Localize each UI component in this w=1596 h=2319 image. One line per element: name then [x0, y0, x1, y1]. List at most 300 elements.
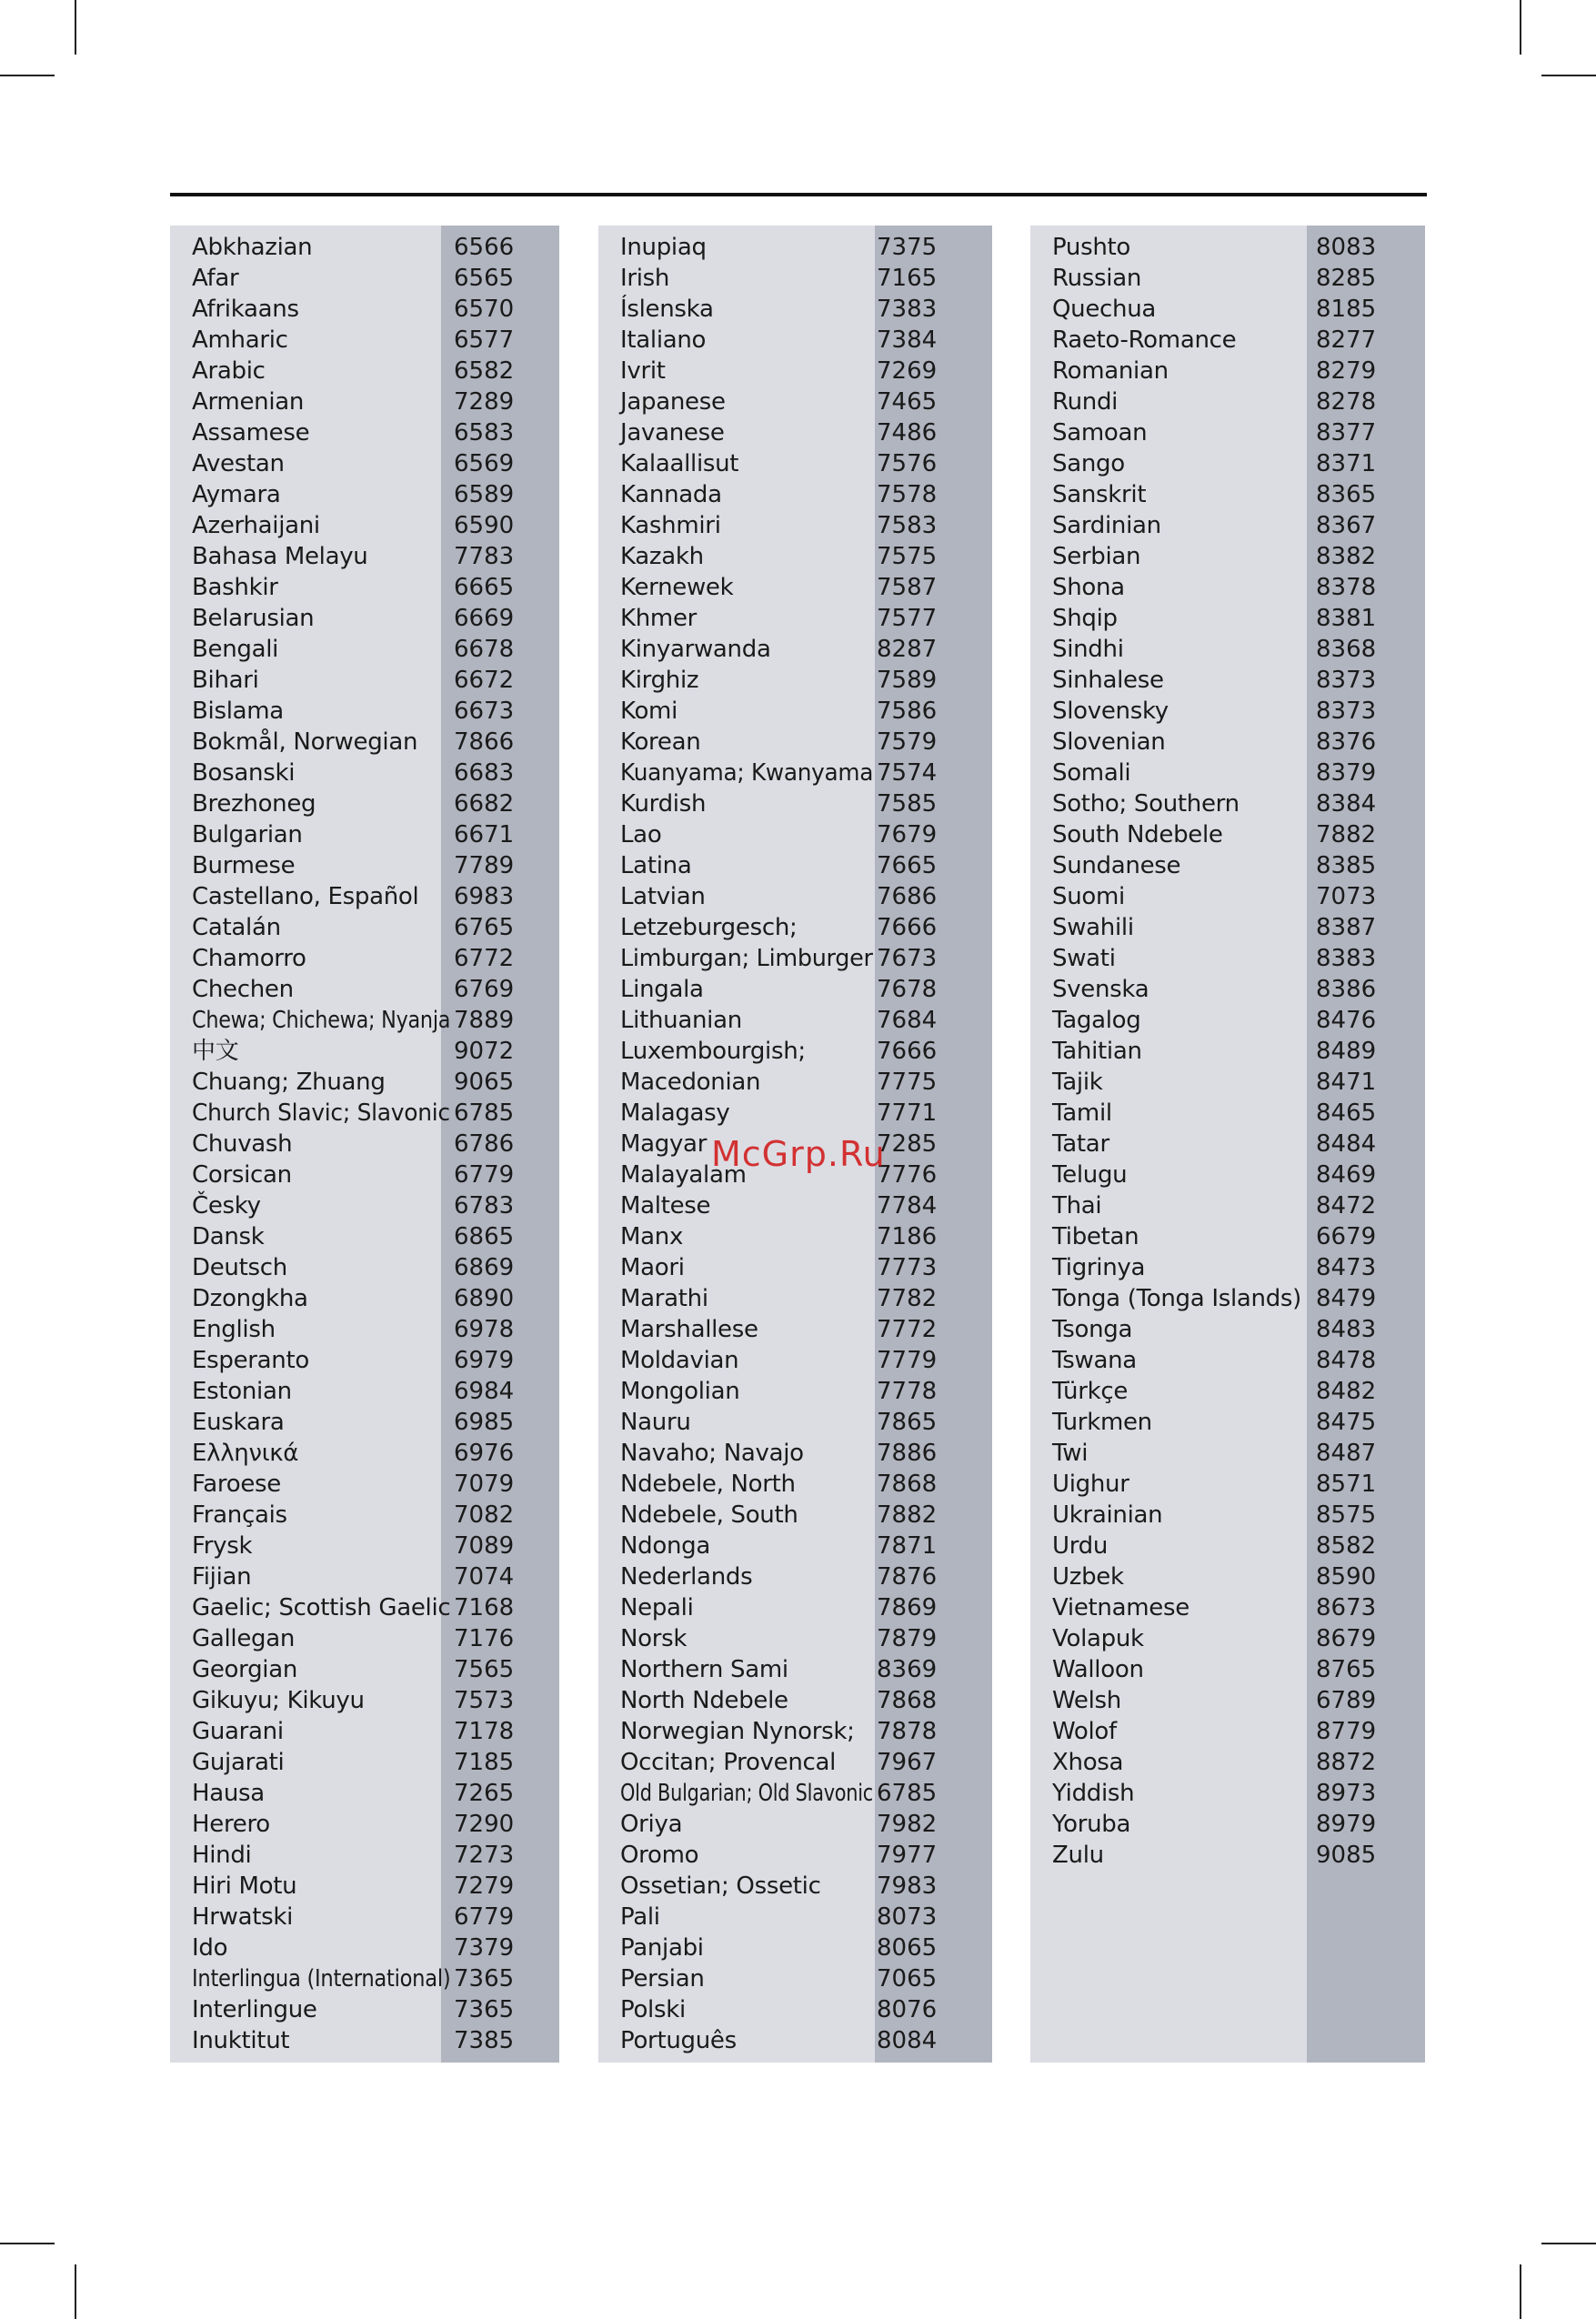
language-row [170, 1067, 559, 1098]
language-row [1030, 727, 1425, 758]
language-row [598, 1283, 992, 1314]
language-code: 6779 [454, 1903, 515, 1931]
language-name: Korean [620, 728, 701, 756]
language-name: Malayalam [620, 1161, 747, 1189]
language-code: 6786 [454, 1130, 515, 1158]
language-code: 8279 [1316, 357, 1377, 385]
language-name: Japanese [620, 388, 726, 416]
language-name: Yiddish [1052, 1780, 1135, 1807]
language-row [1030, 1778, 1425, 1809]
language-name: Guarani [192, 1718, 284, 1745]
language-name: Frysk [192, 1532, 253, 1560]
language-name: Marshallese [620, 1316, 758, 1343]
language-code: 6682 [454, 790, 515, 818]
language-row [170, 727, 559, 758]
language-row [598, 572, 992, 603]
language-code: 7784 [877, 1192, 938, 1220]
language-row [170, 1623, 559, 1654]
language-code: 7666 [877, 1038, 938, 1065]
language-row [598, 1871, 992, 1902]
language-row [598, 1036, 992, 1067]
language-name: Javanese [620, 419, 725, 447]
language-name: Gallegan [192, 1625, 296, 1652]
crop-mark [1541, 2243, 1596, 2244]
language-row [170, 479, 559, 510]
language-code: 6665 [454, 574, 515, 601]
language-code: 8378 [1316, 574, 1377, 601]
language-name: Português [620, 2027, 737, 2054]
language-name: Mongolian [620, 1378, 740, 1405]
language-name: Georgian [192, 1656, 298, 1683]
language-code: 7779 [877, 1347, 938, 1374]
language-row [1030, 665, 1425, 696]
language-code: 8765 [1316, 1656, 1377, 1683]
language-name: Dzongkha [192, 1285, 308, 1312]
language-row [598, 1190, 992, 1221]
language-code: 8365 [1316, 481, 1377, 508]
language-code: 8377 [1316, 419, 1377, 447]
language-code: 7176 [454, 1625, 515, 1652]
language-code: 7775 [877, 1069, 938, 1096]
language-code: 7866 [454, 728, 515, 756]
language-code: 6779 [454, 1161, 515, 1189]
language-row [598, 1623, 992, 1654]
language-name: Volapuk [1052, 1625, 1144, 1652]
language-name: Nauru [620, 1409, 691, 1436]
language-name: Norwegian Nynorsk; [620, 1718, 855, 1745]
language-name: Magyar [620, 1130, 708, 1158]
language-row [1030, 1592, 1425, 1623]
language-name: Bislama [192, 698, 284, 725]
language-row [598, 417, 992, 448]
language-row [170, 758, 559, 788]
language-row [598, 325, 992, 356]
language-row [598, 1840, 992, 1871]
language-code: 8484 [1316, 1130, 1377, 1158]
language-row [1030, 1160, 1425, 1190]
language-name: Wolof [1052, 1718, 1117, 1745]
language-name: Sinhalese [1052, 667, 1164, 694]
language-code: 8478 [1316, 1347, 1377, 1374]
language-name: Pali [620, 1903, 660, 1931]
language-code: 8376 [1316, 728, 1377, 756]
language-code: 6683 [454, 759, 515, 787]
language-code: 9085 [1316, 1842, 1377, 1869]
language-row [170, 325, 559, 356]
language-code: 7574 [877, 759, 938, 787]
language-row [598, 727, 992, 758]
language-code: 7865 [877, 1409, 938, 1436]
language-code: 7868 [877, 1471, 938, 1498]
language-row [170, 510, 559, 541]
language-name: Ndebele, North [620, 1471, 796, 1498]
language-name: Chamorro [192, 945, 306, 972]
language-row [598, 294, 992, 325]
language-code: 7977 [877, 1842, 938, 1869]
language-name: Français [192, 1501, 287, 1529]
language-code: 8383 [1316, 945, 1377, 972]
language-name: Kuanyama; Kwanyama [620, 759, 874, 787]
language-code: 8469 [1316, 1161, 1377, 1189]
language-code: 7290 [454, 1811, 515, 1838]
language-row [170, 448, 559, 479]
language-row [1030, 1376, 1425, 1407]
language-row [598, 974, 992, 1005]
language-code: 8084 [877, 2027, 938, 2054]
crop-mark [75, 2264, 76, 2319]
language-name: Inuktitut [192, 2027, 290, 2054]
language-row [1030, 541, 1425, 572]
language-code: 7967 [877, 1749, 938, 1776]
language-name: Italiano [620, 326, 707, 354]
language-name: Irish [620, 265, 670, 292]
language-code: 8285 [1316, 265, 1377, 292]
language-name: Northern Sami [620, 1656, 788, 1683]
language-name: Svenska [1052, 976, 1149, 1003]
language-name: Hausa [192, 1780, 265, 1807]
language-name: Oriya [620, 1811, 683, 1838]
language-name: Bulgarian [192, 821, 303, 848]
language-code: 6983 [454, 883, 515, 910]
language-code: 7285 [877, 1130, 938, 1158]
language-code: 7079 [454, 1471, 515, 1498]
language-code: 8590 [1316, 1563, 1377, 1591]
language-name: Tagalog [1052, 1007, 1141, 1034]
language-row [598, 1221, 992, 1252]
language-row [1030, 1407, 1425, 1438]
language-code: 6769 [454, 976, 515, 1003]
language-name: Luxembourgish; [620, 1038, 806, 1065]
language-code: 8489 [1316, 1038, 1377, 1065]
language-row [170, 1902, 559, 1932]
language-row [170, 819, 559, 850]
language-code: 7168 [454, 1594, 515, 1621]
language-code: 6583 [454, 419, 515, 447]
language-row [598, 1407, 992, 1438]
language-name: Chewa; Chichewa; Nyanja [192, 1007, 451, 1034]
language-code: 7289 [454, 388, 515, 416]
language-row [598, 1314, 992, 1345]
language-name: Hindi [192, 1842, 252, 1869]
language-code: 8073 [877, 1903, 938, 1931]
language-code: 8483 [1316, 1316, 1377, 1343]
language-name: Slovensky [1052, 698, 1169, 725]
language-row [1030, 912, 1425, 943]
language-code: 6672 [454, 667, 515, 694]
language-code: 6569 [454, 450, 515, 477]
crop-mark [0, 75, 55, 76]
language-code: 8679 [1316, 1625, 1377, 1652]
language-code: 7871 [877, 1532, 938, 1560]
language-row [598, 2025, 992, 2056]
language-code: 7265 [454, 1780, 515, 1807]
language-row [1030, 1345, 1425, 1376]
language-name: Yoruba [1052, 1811, 1131, 1838]
language-name: Abkhazian [192, 234, 313, 261]
language-row [1030, 479, 1425, 510]
language-code: 6865 [454, 1223, 515, 1250]
language-code: 7772 [877, 1316, 938, 1343]
language-code: 6577 [454, 326, 515, 354]
language-code: 7383 [877, 296, 938, 323]
language-row [1030, 1005, 1425, 1036]
language-row [598, 1716, 992, 1747]
language-row [170, 1531, 559, 1561]
language-row [1030, 1221, 1425, 1252]
language-code: 8076 [877, 1996, 938, 2023]
language-code: 7089 [454, 1532, 515, 1560]
language-row [1030, 1469, 1425, 1500]
language-name: Gikuyu; Kikuyu [192, 1687, 365, 1714]
language-name: Nepali [620, 1594, 694, 1621]
language-name: Uighur [1052, 1471, 1129, 1498]
language-code: 8487 [1316, 1440, 1377, 1467]
language-row [598, 1592, 992, 1623]
language-name: Tajik [1052, 1069, 1103, 1096]
crop-mark [75, 0, 76, 55]
language-code: 6582 [454, 357, 515, 385]
language-row [170, 263, 559, 294]
language-row [1030, 943, 1425, 974]
language-code: 7789 [454, 852, 515, 879]
language-name: Tonga (Tonga Islands) [1052, 1285, 1301, 1312]
language-row [598, 819, 992, 850]
language-row [170, 1871, 559, 1902]
language-code: 8371 [1316, 450, 1377, 477]
language-code: 8471 [1316, 1069, 1377, 1096]
language-code: 8465 [1316, 1099, 1377, 1127]
language-code: 8185 [1316, 296, 1377, 323]
language-code: 7269 [877, 357, 938, 385]
language-row [170, 1654, 559, 1685]
language-name: Zulu [1052, 1842, 1104, 1869]
language-name: Turkmen [1052, 1409, 1152, 1436]
language-name: Kernewek [620, 574, 734, 601]
language-row [598, 1685, 992, 1716]
language-code: 7186 [877, 1223, 938, 1250]
language-row [170, 1376, 559, 1407]
language-row [598, 881, 992, 912]
language-code: 7578 [877, 481, 938, 508]
language-name: Sardinian [1052, 512, 1161, 539]
language-row [1030, 850, 1425, 881]
language-row [170, 1963, 559, 1994]
language-code: 7185 [454, 1749, 515, 1776]
language-name: Latina [620, 852, 692, 879]
language-code: 8779 [1316, 1718, 1377, 1745]
language-row [1030, 448, 1425, 479]
language-code: 6570 [454, 296, 515, 323]
language-row [1030, 356, 1425, 386]
language-row [170, 1840, 559, 1871]
language-code: 6565 [454, 265, 515, 292]
language-row [170, 1190, 559, 1221]
language-name: Burmese [192, 852, 296, 879]
language-name: Arabic [192, 357, 266, 385]
language-code: 6869 [454, 1254, 515, 1281]
language-code: 8373 [1316, 698, 1377, 725]
language-row [598, 510, 992, 541]
language-name: Castellano, Español [192, 883, 419, 910]
language-row [170, 1036, 559, 1067]
language-code: 7869 [877, 1594, 938, 1621]
language-row [170, 603, 559, 634]
crop-mark [0, 2243, 55, 2244]
language-row [598, 1469, 992, 1500]
language-name: Chechen [192, 976, 294, 1003]
language-row [1030, 1067, 1425, 1098]
language-code: 7165 [877, 265, 938, 292]
language-row [1030, 232, 1425, 263]
language-code: 7783 [454, 543, 515, 570]
language-code: 7882 [1316, 821, 1377, 848]
language-code: 6976 [454, 1440, 515, 1467]
language-name: Kazakh [620, 543, 704, 570]
language-code: 7375 [877, 234, 938, 261]
language-name: Maori [620, 1254, 685, 1281]
language-row [1030, 1190, 1425, 1221]
language-code: 7073 [1316, 883, 1377, 910]
language-code: 6783 [454, 1192, 515, 1220]
language-row [598, 1561, 992, 1592]
language-row [1030, 417, 1425, 448]
language-name: Telugu [1052, 1161, 1128, 1189]
language-row [170, 1469, 559, 1500]
language-code: 6785 [877, 1780, 938, 1807]
language-name: Gaelic; Scottish Gaelic [192, 1594, 451, 1621]
language-row [1030, 1531, 1425, 1561]
language-row [598, 1098, 992, 1129]
language-row [1030, 1685, 1425, 1716]
language-row [598, 1376, 992, 1407]
language-row [1030, 1098, 1425, 1129]
language-name: Occitan; Provencal [620, 1749, 837, 1776]
language-name: Corsican [192, 1161, 292, 1189]
language-name: Česky [192, 1192, 261, 1220]
language-row [170, 1561, 559, 1592]
language-name: Sanskrit [1052, 481, 1147, 508]
language-code: 7776 [877, 1161, 938, 1189]
language-code: 7889 [454, 1007, 515, 1034]
language-name: Raeto-Romance [1052, 326, 1237, 354]
language-code: 8379 [1316, 759, 1377, 787]
language-row [1030, 758, 1425, 788]
language-code: 8673 [1316, 1594, 1377, 1621]
language-name: Brezhoneg [192, 790, 316, 818]
language-code: 7868 [877, 1687, 938, 1714]
language-name: Uzbek [1052, 1563, 1124, 1591]
language-name: 中文 [192, 1038, 239, 1065]
language-name: Chuvash [192, 1130, 293, 1158]
language-code: 7065 [877, 1965, 938, 1993]
language-name: Maltese [620, 1192, 711, 1220]
language-name: Interlingue [192, 1996, 317, 2023]
language-name: Kinyarwanda [620, 636, 771, 663]
language-code: 8479 [1316, 1285, 1377, 1312]
language-name: Bosanski [192, 759, 296, 787]
language-name: Bashkir [192, 574, 278, 601]
language-code: 8278 [1316, 388, 1377, 416]
language-row [598, 1809, 992, 1840]
language-code: 6785 [454, 1099, 515, 1127]
language-name: Tswana [1052, 1347, 1137, 1374]
language-row [598, 912, 992, 943]
language-row [598, 1778, 992, 1809]
language-name: Somali [1052, 759, 1131, 787]
language-name: Rundi [1052, 388, 1119, 416]
language-code: 7565 [454, 1656, 515, 1683]
language-name: Dansk [192, 1223, 265, 1250]
language-row [1030, 1036, 1425, 1067]
language-name: Lithuanian [620, 1007, 742, 1034]
language-row [598, 603, 992, 634]
language-name: Slovenian [1052, 728, 1166, 756]
language-row [170, 541, 559, 572]
language-name: Sotho; Southern [1052, 790, 1240, 818]
language-code: 7886 [877, 1440, 938, 1467]
language-name: Esperanto [192, 1347, 309, 1374]
language-name: Romanian [1052, 357, 1169, 385]
language-row [598, 1902, 992, 1932]
language-name: Bahasa Melayu [192, 543, 368, 570]
language-code: 8476 [1316, 1007, 1377, 1034]
language-row [170, 1129, 559, 1160]
language-name: Norsk [620, 1625, 688, 1652]
language-row [598, 850, 992, 881]
language-row [170, 1500, 559, 1531]
language-code: 7673 [877, 945, 938, 972]
language-row [170, 356, 559, 386]
language-row [598, 356, 992, 386]
language-code: 7385 [454, 2027, 515, 2054]
language-code: 7684 [877, 1007, 938, 1034]
language-name: Azerhaijani [192, 512, 320, 539]
watermark: McGrp.Ru [711, 1134, 886, 1174]
language-code: 7665 [877, 852, 938, 879]
language-name: Church Slavic; Slavonic [192, 1099, 450, 1127]
language-row [598, 788, 992, 819]
language-code: 7585 [877, 790, 938, 818]
language-code: 7679 [877, 821, 938, 848]
language-code: 7379 [454, 1934, 515, 1962]
language-row [170, 386, 559, 417]
language-name: South Ndebele [1052, 821, 1223, 848]
language-code: 7575 [877, 543, 938, 570]
language-name: Fijian [192, 1563, 252, 1591]
language-code: 6671 [454, 821, 515, 848]
language-row [598, 1345, 992, 1376]
language-name: Shona [1052, 574, 1125, 601]
language-row [1030, 1840, 1425, 1871]
language-name: Komi [620, 698, 678, 725]
language-row [170, 1252, 559, 1283]
language-row [598, 1005, 992, 1036]
language-code: 7365 [454, 1996, 515, 2023]
language-name: Assamese [192, 419, 310, 447]
language-code: 8582 [1316, 1532, 1377, 1560]
language-name: Catalán [192, 914, 281, 941]
language-name: Limburgan; Limburger [620, 945, 873, 972]
language-name: Hiri Motu [192, 1872, 297, 1900]
language-name: Ndebele, South [620, 1501, 798, 1529]
language-code: 7579 [877, 728, 938, 756]
language-name: Latvian [620, 883, 706, 910]
language-code: 8571 [1316, 1471, 1377, 1498]
language-row [1030, 1623, 1425, 1654]
language-code: 8382 [1316, 543, 1377, 570]
language-name: Walloon [1052, 1656, 1144, 1683]
language-row [170, 417, 559, 448]
